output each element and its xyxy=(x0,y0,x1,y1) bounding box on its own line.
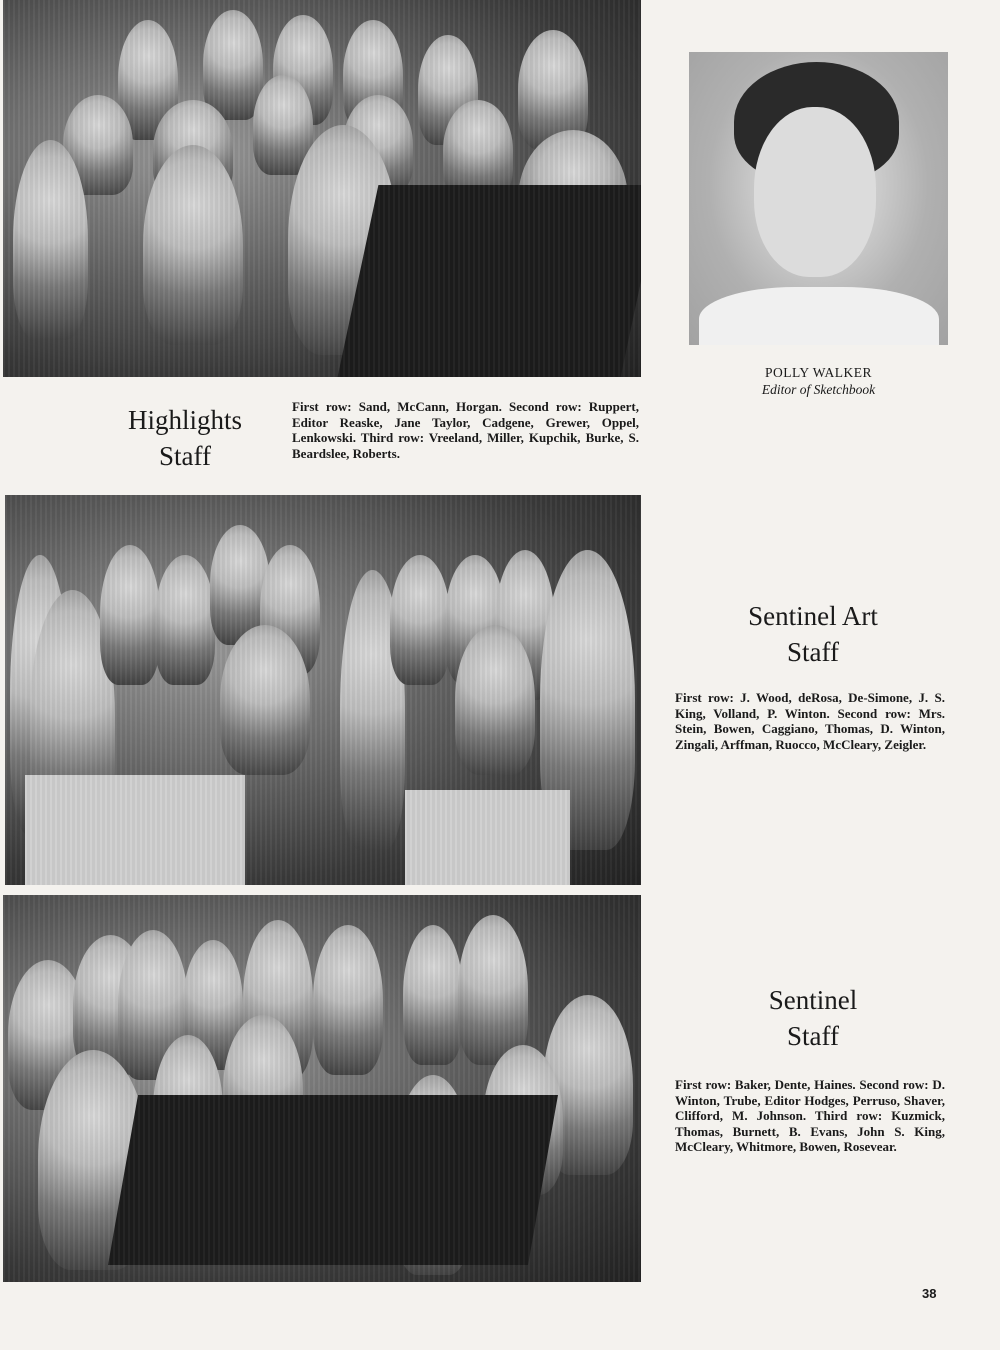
sentinel-art-staff-heading xyxy=(700,598,926,670)
sentinel-art-title-line2: Staff xyxy=(787,637,839,667)
sentinel-title-line1: Sentinel xyxy=(768,985,858,1015)
sentinel-art-staff-photo xyxy=(5,495,641,885)
portrait-role: Editor of Sketchbook xyxy=(761,382,876,397)
sentinel-art-staff-names: First row: J. Wood, deRosa, De-Simone, J. S. King, Volland, P. Winton. Second row: Mrs. Stein, Bowen, Caggiano, Thomas, D. Winton, Zingali, Arffman, Ruocco, McCleary, Zeigler. xyxy=(675,690,945,752)
sentinel-staff-photo xyxy=(3,895,641,1282)
polly-walker-portrait xyxy=(689,52,948,345)
highlights-title-line2: Staff xyxy=(159,441,211,471)
sentinel-staff-heading xyxy=(700,982,926,1054)
page-number: 38 xyxy=(922,1286,937,1301)
sentinel-art-title-line1: Sentinel Art xyxy=(748,601,878,631)
highlights-staff-heading xyxy=(105,402,265,474)
portrait-caption xyxy=(689,364,948,398)
highlights-staff-photo xyxy=(3,0,641,377)
portrait-name: POLLY WALKER xyxy=(764,365,873,380)
highlights-title-line1: Highlights xyxy=(127,405,242,435)
sentinel-staff-names: First row: Baker, Dente, Haines. Second row: D. Winton, Trube, Editor Hodges, Perruso, Shaver, Clifford, M. Johnson. Third row: Kuzmick, Thomas, Burnett, B. Evans, John S. King, McCleary, Whitmore, Bowen, Rosevear. xyxy=(675,1077,945,1154)
sentinel-title-line2: Staff xyxy=(787,1021,839,1051)
highlights-staff-names: First row: Sand, McCann, Horgan. Second row: Ruppert, Editor Reaske, Jane Taylor, Cadgene, Grewer, Oppel, Lenkowski. Third row: Vreeland, Miller, Kupchik, Burke, S. Beardslee, Roberts. xyxy=(292,399,639,461)
